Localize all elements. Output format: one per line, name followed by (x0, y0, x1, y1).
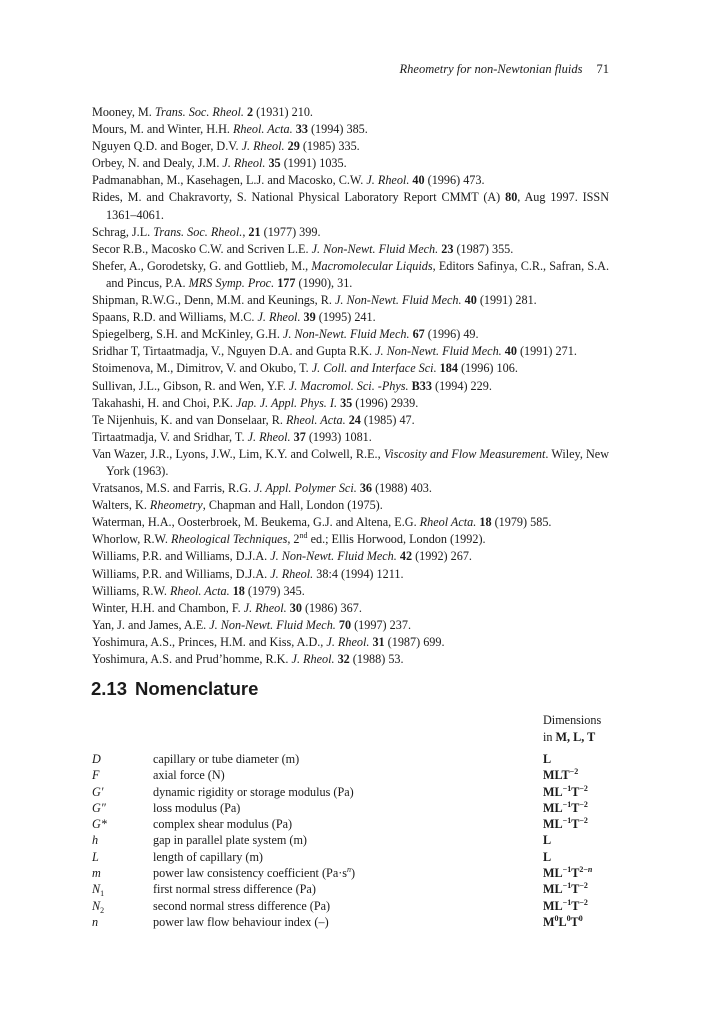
text-run: , Chapman and Hall, London (1975). (202, 498, 383, 513)
text-run: ML (543, 898, 563, 913)
text-run: Williams, R.W. (92, 583, 170, 598)
text-run: Shipman, R.W.G., Denn, M.M. and Keunings, R. (92, 293, 335, 308)
text-run: dynamic rigidity or storage modulus (Pa) (153, 784, 354, 799)
text-run: n (347, 865, 352, 875)
text-run: first normal stress difference (Pa) (153, 882, 316, 897)
nomenclature-dimensions (543, 915, 583, 930)
text-run: second normal stress difference (Pa) (153, 898, 331, 913)
text-run: T (571, 882, 580, 897)
text-run: Viscosity and Flow Measurement (383, 446, 546, 461)
nomenclature-row (92, 882, 612, 898)
text-run: ML (543, 882, 563, 897)
reference-entry (92, 172, 609, 189)
text-run: 32 (337, 652, 350, 666)
nomenclature-symbol (92, 768, 99, 783)
text-run: (1988) 53. (349, 652, 404, 666)
text-run: Rides, M. and Chakravorty, S. National Physical Laboratory Report CMMT (A) (92, 190, 506, 205)
text-run: (1991) 271. (516, 344, 577, 359)
nomenclature-description (153, 768, 225, 783)
text-run: J. Rheol. (366, 173, 410, 188)
dimensions-header (543, 712, 601, 746)
dimensions-header-line1: Dimensions (543, 713, 602, 727)
reference-entry (92, 378, 609, 395)
nomenclature-dimensions (543, 882, 588, 897)
text-run: Whorlow, R.W. (92, 532, 171, 547)
text-run: 30 (289, 600, 302, 615)
text-run: Nguyen Q.D. and Boger, D.V. (92, 139, 242, 154)
text-run: Spiegelberg, S.H. and McKinley, G.H. (92, 327, 283, 342)
text-run: (1992) 267. (412, 549, 472, 564)
nomenclature-dimensions (543, 899, 588, 914)
text-run: 177 (277, 275, 296, 290)
text-run: (1995) 241. (315, 310, 376, 325)
text-run: Schrag, J.L. (92, 224, 154, 239)
reference-entry (92, 138, 609, 155)
text-run: Yan, J. and James, A.E. (92, 617, 210, 632)
text-run: J. Rheol. (222, 156, 266, 171)
text-run: 42 (399, 549, 413, 564)
reference-entry (92, 258, 609, 292)
nomenclature-symbol (92, 752, 101, 767)
text-run: −1 (562, 881, 572, 891)
text-run: L (543, 752, 552, 766)
text-run: (1979) 585. (491, 515, 552, 530)
text-run: J. Non-Newt. Fluid Mech. (334, 293, 462, 308)
nomenclature-row (92, 899, 612, 915)
text-run: −2 (579, 799, 588, 809)
text-run: Vratsanos, M.S. and Farris, R.G. (92, 481, 255, 496)
text-run: ed.; Ellis Horwood, London (1992). (307, 532, 486, 547)
nomenclature-symbol (92, 817, 107, 832)
reference-entry (92, 224, 609, 241)
text-run: 80 (505, 190, 518, 205)
text-run: Takahashi, H. and Choi, P.K. (92, 395, 237, 410)
text-run: 1 (100, 889, 105, 899)
text-run: (1991) 1035. (280, 156, 347, 171)
text-run: D (92, 752, 101, 766)
text-run: Rheological Techniques (171, 532, 288, 547)
text-run: Sullivan, J.L., Gibson, R. and Wen, Y.F. (92, 378, 289, 393)
nomenclature-row (92, 850, 612, 866)
text-run: Mooney, M. (92, 105, 155, 119)
section-title: Nomenclature (135, 678, 259, 699)
text-run: (1979) 345. (244, 583, 305, 598)
text-run: Yoshimura, A.S. and Prud’homme, R.K. (92, 652, 292, 666)
text-run: J. Rheol. (247, 429, 291, 444)
text-run: J. Appl. Polymer Sci. (254, 481, 357, 496)
text-run: Jap. J. Appl. Phys. I. (236, 395, 338, 410)
text-run: (1996) 49. (424, 327, 479, 342)
running-head (400, 62, 609, 77)
nomenclature-dimensions (543, 817, 588, 832)
text-run: (1985) 47. (360, 412, 415, 427)
text-run: n (587, 865, 593, 875)
reference-entry (92, 617, 609, 634)
reference-entry (92, 155, 609, 172)
nomenclature-description (153, 882, 316, 897)
text-run: 18 (232, 583, 245, 598)
text-run: (1997) 237. (351, 617, 411, 632)
text-run: J. Non-Newt. Fluid Mech. (209, 617, 336, 632)
text-run: J. Non-Newt. Fluid Mech. (375, 344, 502, 359)
text-run: J. Rheol. (241, 139, 285, 154)
text-run: (1996) 106. (457, 361, 518, 376)
nomenclature-row (92, 752, 612, 768)
reference-entry (92, 429, 609, 446)
text-run: Rheol Acta. (419, 515, 477, 530)
reference-entry (92, 326, 609, 343)
text-run: capillary or tube diameter (m) (153, 752, 300, 766)
nomenclature-row (92, 833, 612, 849)
text-run: Trans. Soc. Rheol. (153, 224, 243, 239)
text-run: Rheol. Acta. (285, 412, 346, 427)
nomenclature-description (153, 899, 330, 914)
text-run: , (242, 224, 249, 239)
text-run: −1 (562, 783, 572, 793)
text-run: −1 (562, 799, 572, 809)
text-run: MLT (543, 768, 570, 783)
text-run: , Editors Safinya, C.R., Safran, S.A. and Pincus, P.A. (106, 258, 609, 290)
text-run: J. Rheol. (270, 566, 314, 581)
text-run: 0 (554, 913, 559, 923)
text-run: Orbey, N. and Dealy, J.M. (92, 156, 223, 171)
reference-entry (92, 412, 609, 429)
text-run: G* (92, 817, 107, 832)
text-run: L (558, 914, 567, 929)
text-run: (1931) 210. (253, 105, 313, 119)
nomenclature-description (153, 752, 299, 767)
text-run: 31 (372, 634, 385, 649)
text-run: (1996) 2939. (352, 395, 419, 410)
nomenclature-description (153, 833, 307, 848)
text-run: T (570, 914, 579, 929)
text-run: G′ (92, 784, 104, 799)
text-run: 36 (359, 481, 373, 496)
text-run: T (571, 800, 580, 815)
text-run: (1986) 367. (301, 600, 362, 615)
text-run: 37 (293, 429, 306, 444)
text-run: complex shear modulus (Pa) (153, 817, 293, 832)
text-run: J. Rheol. (257, 310, 301, 325)
text-run: F (92, 768, 100, 783)
reference-entry (92, 651, 609, 668)
text-run: Macromolecular Liquids (311, 258, 433, 273)
text-run: L (543, 833, 552, 848)
reference-entry (92, 480, 609, 497)
text-run: power law consistency coefficient (Pa·s (153, 866, 348, 881)
text-run: 29 (287, 139, 300, 154)
text-run: Trans. Soc. Rheol. (154, 105, 244, 119)
nomenclature-symbol (92, 785, 103, 800)
text-run: 2 (246, 105, 254, 119)
text-run: ML (543, 784, 563, 799)
text-run: 2 (100, 905, 105, 915)
text-run: −1 (562, 897, 572, 907)
text-run: Shefer, A., Gorodetsky, G. and Gottlieb, M., (92, 258, 312, 273)
reference-entry (92, 343, 609, 360)
text-run: N (92, 898, 101, 913)
text-run: Te Nijenhuis, K. and van Donselaar, R. (92, 412, 286, 427)
text-run: T (571, 817, 580, 832)
text-run: T (571, 784, 580, 799)
text-run: −2 (579, 783, 588, 793)
reference-entry (92, 514, 609, 531)
text-run: , Aug 1997. ISSN 1361–4061. (106, 190, 610, 222)
text-run: 67 (412, 327, 425, 342)
reference-entry (92, 634, 609, 651)
reference-entry (92, 548, 609, 565)
text-run: −2 (579, 816, 588, 826)
text-run: Tirtaatmadja, V. and Sridhar, T. (92, 429, 248, 444)
text-run: n (92, 914, 99, 929)
text-run: J. Non-Newt. Fluid Mech. (311, 241, 439, 256)
text-run: ML (543, 817, 563, 832)
text-run: G″ (92, 800, 106, 815)
section-number: 2.13 (91, 678, 128, 699)
section-heading (91, 678, 258, 700)
nomenclature-row (92, 785, 612, 801)
nomenclature-row (92, 866, 612, 882)
text-run: 70 (338, 617, 352, 632)
dimensions-header-prefix: in (543, 730, 556, 744)
text-run: L (92, 849, 99, 864)
nomenclature-symbol (92, 801, 106, 816)
text-run: 24 (348, 412, 361, 427)
text-run: axial force (N) (153, 768, 225, 783)
text-run: (1991) 281. (476, 293, 537, 308)
text-run: 0 (566, 913, 571, 923)
text-run: −2 (579, 897, 588, 907)
reference-entry (92, 583, 609, 600)
nomenclature-symbol (92, 866, 101, 881)
reference-entry (92, 121, 609, 138)
text-run: Sridhar T, Tirtaatmadja, V., Nguyen D.A. and Gupta R.K. (92, 344, 376, 359)
reference-entry (92, 189, 609, 223)
text-run: Williams, P.R. and Williams, D.J.A. (92, 566, 271, 581)
text-run: J. Rheol. (291, 652, 335, 666)
text-run: (1987) 699. (384, 634, 445, 649)
text-run: Rheol. Acta. (232, 122, 293, 137)
nomenclature-dimensions (543, 785, 588, 800)
text-run: loss modulus (Pa) (153, 800, 241, 815)
text-run: Waterman, H.A., Oosterbroek, M. Beukema, G.J. and Altena, E.G. (92, 515, 420, 530)
text-run: (1985) 335. (299, 139, 360, 154)
nomenclature-row (92, 915, 612, 931)
text-run: (1994) 385. (307, 122, 368, 137)
text-run: ML (543, 866, 563, 881)
text-run: 39 (303, 310, 316, 325)
text-run: 40 (464, 293, 477, 308)
text-run: 21 (248, 224, 261, 239)
text-run: 184 (439, 361, 458, 376)
reference-entry (92, 531, 609, 548)
dimensions-header-line2 (543, 729, 601, 746)
text-run: Stoimenova, M., Dimitrov, V. and Okubo, T. (92, 361, 312, 376)
text-run: J. Macromol. Sci. -Phys. (288, 378, 409, 393)
nomenclature-table (92, 752, 612, 931)
text-run: 33 (295, 122, 308, 137)
text-run: h (92, 833, 99, 848)
reference-entry (92, 566, 609, 583)
reference-list (92, 104, 609, 668)
nomenclature-description (153, 866, 355, 881)
text-run: nd (299, 531, 308, 541)
nomenclature-symbol (92, 899, 104, 914)
text-run: 38:4 (1994) 1211. (313, 566, 404, 581)
text-run: T (571, 866, 580, 881)
nomenclature-dimensions (543, 752, 551, 767)
text-run: length of capillary (m) (153, 849, 263, 864)
reference-entry (92, 497, 609, 514)
nomenclature-symbol (92, 833, 98, 848)
nomenclature-row (92, 801, 612, 817)
text-run: −1 (562, 816, 572, 826)
text-run: Spaans, R.D. and Williams, M.C. (92, 310, 258, 325)
text-run: T (571, 898, 580, 913)
text-run: Mours, M. and Winter, H.H. (92, 122, 233, 137)
text-run: (1993) 1081. (305, 429, 372, 444)
nomenclature-dimensions (543, 768, 578, 783)
text-run: Secor R.B., Macosko C.W. and Scriven L.E. (92, 241, 312, 256)
text-run: (1990), 31. (295, 275, 353, 290)
text-run: B33 (411, 378, 432, 393)
nomenclature-description (153, 785, 354, 800)
reference-entry (92, 360, 609, 377)
nomenclature-dimensions (543, 801, 588, 816)
text-run: −1 (562, 865, 572, 875)
text-run: 18 (479, 515, 492, 530)
text-run: J. Non-Newt. Fluid Mech. (282, 327, 410, 342)
text-run: N (92, 882, 101, 897)
text-run: 0 (578, 913, 583, 923)
nomenclature-description (153, 915, 329, 930)
nomenclature-description (153, 850, 263, 865)
nomenclature-symbol (92, 850, 99, 865)
text-run: Yoshimura, A.S., Princes, H.M. and Kiss, A.D., (92, 634, 327, 649)
nomenclature-row (92, 768, 612, 784)
nomenclature-description (153, 817, 292, 832)
text-run: MRS Symp. Proc. (188, 275, 275, 290)
text-run: gap in parallel plate system (m) (153, 833, 307, 848)
reference-entry (92, 600, 609, 617)
text-run: 40 (412, 173, 425, 188)
text-run: J. Rheol. (326, 634, 370, 649)
text-run: −2 (579, 881, 588, 891)
reference-entry (92, 292, 609, 309)
text-run: J. Non-Newt. Fluid Mech. (270, 549, 397, 564)
text-run: L (543, 849, 552, 864)
text-run: Rheometry (149, 498, 203, 513)
dimensions-header-units: M, L, T (555, 730, 596, 744)
text-run: Rheol. Acta. (169, 583, 230, 598)
text-run: 40 (504, 344, 517, 359)
text-run: Williams, P.R. and Williams, D.J.A. (92, 549, 271, 564)
reference-entry (92, 241, 609, 258)
running-head-title: Rheometry for non-Newtonian fluids (399, 62, 583, 76)
text-run: power law flow behaviour index (–) (153, 914, 329, 929)
nomenclature-dimensions (543, 850, 551, 865)
text-run: J. Rheol. (243, 600, 287, 615)
text-run: . Wiley, New York (1963). (106, 446, 609, 478)
nomenclature-dimensions (543, 866, 592, 881)
text-run: 35 (340, 395, 353, 410)
text-run: Walters, K. (92, 498, 150, 513)
nomenclature-symbol (92, 882, 104, 897)
nomenclature-symbol (92, 915, 98, 930)
text-run: ) (351, 866, 356, 881)
text-run: 2− (579, 865, 588, 875)
page-number: 71 (596, 62, 609, 76)
text-run: ML (543, 800, 563, 815)
text-run: (1987) 355. (453, 241, 514, 256)
text-run: M (543, 914, 555, 929)
nomenclature-dimensions (543, 833, 551, 848)
text-run: (1996) 473. (424, 173, 485, 188)
reference-entry (92, 395, 609, 412)
text-run: 23 (441, 241, 454, 256)
reference-entry (92, 446, 609, 480)
text-run: 35 (268, 156, 281, 171)
text-run: m (92, 866, 101, 881)
text-run: (1994) 229. (431, 378, 492, 393)
text-run: Van Wazer, J.R., Lyons, J.W., Lim, K.Y. and Colwell, R.E., (92, 446, 384, 461)
reference-entry (92, 104, 609, 121)
text-run: J. Coll. and Interface Sci. (311, 361, 437, 376)
nomenclature-description (153, 801, 240, 816)
reference-entry (92, 309, 609, 326)
nomenclature-row (92, 817, 612, 833)
text-run: (1977) 399. (260, 224, 321, 239)
text-run: Winter, H.H. and Chambon, F. (92, 600, 244, 615)
text-run: −2 (569, 767, 579, 777)
text-run: , 2 (287, 532, 300, 547)
text-run: Padmanabhan, M., Kasehagen, L.J. and Macosko, C.W. (92, 173, 367, 188)
text-run: (1988) 403. (372, 481, 432, 496)
